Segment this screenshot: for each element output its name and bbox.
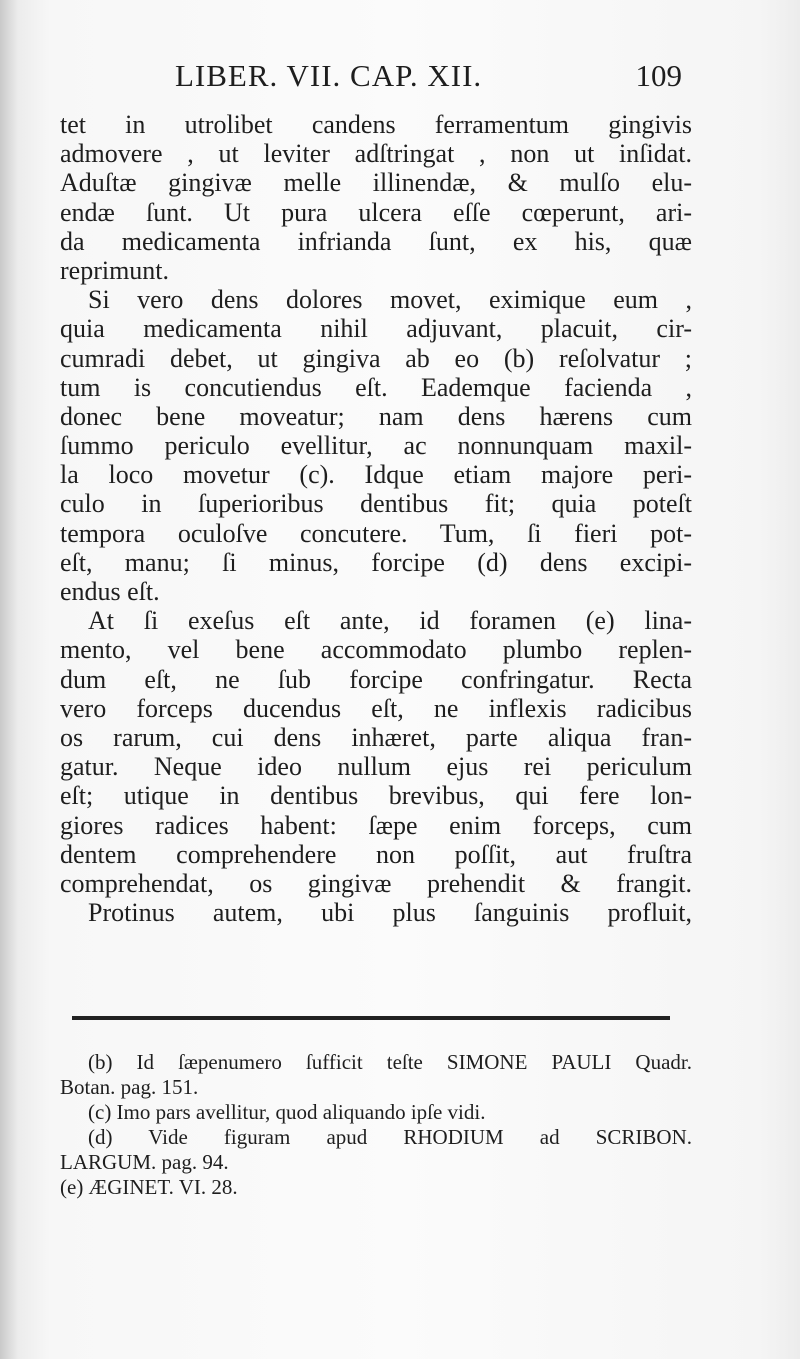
footnote-line: (e) ÆGINET. VI. 28. xyxy=(60,1175,238,1199)
text-line: da medicamenta infrianda ſunt, ex his, quæ xyxy=(60,226,692,256)
text-line: tempora oculoſve concutere. Tum, ſi fieri pot- xyxy=(60,518,692,548)
text-line: giores radices habent: ſæpe enim forceps, cum xyxy=(60,810,692,840)
footnote-line: (b) Id ſæpenumero ſufficit teſte SIMONE PAULI Quadr. xyxy=(88,1050,692,1074)
text-line: tum is concutiendus eſt. Eademque facienda , xyxy=(60,372,692,402)
page-header xyxy=(60,58,692,98)
text-line: eſt; utique in dentibus brevibus, qui fere lon- xyxy=(60,781,692,811)
text-line: cumradi debet, ut gingiva ab eo (b) reſolvatur ; xyxy=(60,343,692,373)
text-line: comprehendat, os gingivæ prehendit & frangit. xyxy=(60,868,692,898)
text-line: reprimunt. xyxy=(60,255,170,285)
text-line: ſummo periculo evellitur, ac nonnunquam maxil- xyxy=(60,431,692,461)
text-line: Aduſtæ gingivæ melle illinendæ, & mulſo elu- xyxy=(60,168,692,198)
paragraph-start-line: Protinus autem, ubi plus ſanguinis profluit, xyxy=(88,898,692,928)
paragraph-start-line: Si vero dens dolores movet, eximique eum , xyxy=(88,285,692,315)
text-line: quia medicamenta nihil adjuvant, placuit, cir- xyxy=(60,314,692,344)
text-line: dentem comprehendere non poſſit, aut fruſtra xyxy=(60,839,692,869)
text-line: admovere , ut leviter adſtringat , non ut inſidat. xyxy=(60,139,692,169)
footnote-line: (c) Imo pars avellitur, quod aliquando ipſe vidi. xyxy=(88,1100,486,1124)
text-line: mento, vel bene accommodato plumbo replen- xyxy=(60,635,692,665)
text-line: tet in utrolibet candens ferramentum gingivis xyxy=(60,110,692,139)
text-line: la loco movetur (c). Idque etiam majore peri- xyxy=(60,460,692,490)
running-head: LIBER. VII. CAP. XII. xyxy=(175,58,483,93)
text-line: culo in ſuperioribus dentibus fit; quia poteſt xyxy=(60,489,692,519)
text-line: endæ ſunt. Ut pura ulcera eſſe cœperunt, ari- xyxy=(60,197,692,227)
body-text xyxy=(60,110,692,927)
text-line: endus eſt. xyxy=(60,577,160,606)
footnote-line: Botan. pag. 151. xyxy=(60,1075,199,1099)
text-line: donec bene moveatur; nam dens hærens cum xyxy=(60,401,692,431)
footnotes xyxy=(60,1050,692,1200)
page-number: 109 xyxy=(635,58,682,93)
text-line: vero forceps ducendus eſt, ne inflexis radicibus xyxy=(60,693,692,723)
text-line: gatur. Neque ideo nullum ejus rei periculum xyxy=(60,752,692,782)
paragraph-start-line: At ſi exeſus eſt ante, id foramen (e) lina- xyxy=(88,606,692,636)
text-line: os rarum, cui dens inhæret, parte aliqua fran- xyxy=(60,722,692,752)
footnote-line: (d) Vide figuram apud RHODIUM ad SCRIBON. xyxy=(88,1125,692,1149)
text-line: eſt, manu; ſi minus, forcipe (d) dens excipi- xyxy=(60,547,692,577)
footnote-rule xyxy=(72,1016,670,1020)
footnote-line: LARGUM. pag. 94. xyxy=(60,1150,229,1174)
text-line: dum eſt, ne ſub forcipe confringatur. Recta xyxy=(60,664,692,694)
